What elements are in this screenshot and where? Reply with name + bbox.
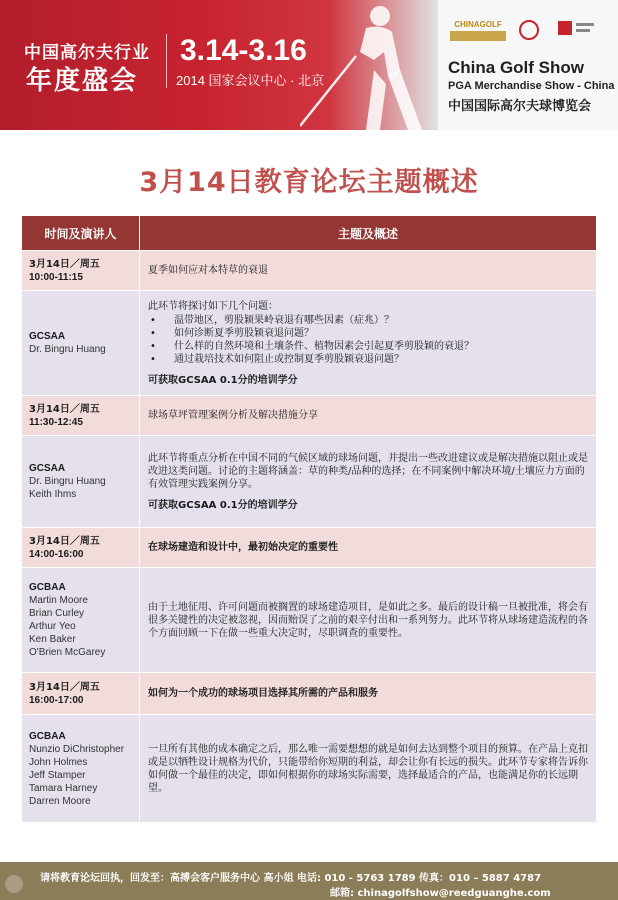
bullet-dot-icon: • <box>150 327 156 339</box>
bullet-dot-icon: • <box>150 340 156 352</box>
list-item: • 如何诊断夏季剪股颖衰退问题？ <box>150 327 314 339</box>
show-title: China Golf Show <box>448 58 584 77</box>
speaker-name: Keith Ihms <box>29 489 77 500</box>
session-description: 一旦所有其他的成本确定之后，那么唯一需要想想的就是如何去达到整个项目的预算。在产品上克扣或是以牺牲设计规格为代价，只能带给你短期的利益，却会让你有长远的损失。此环节专家将告诉你如何做一个最佳的决定，即如何根据你的球场实际需要，选择最适合的产品，也能满足你的长远期望。 <box>140 715 597 823</box>
session-title-row <box>22 251 597 291</box>
speaker-name: Ken Baker <box>29 634 76 645</box>
session-hours: 14:00-16:00 <box>29 548 84 560</box>
event-venue: 2014 国家会议中心 · 北京 <box>176 73 325 88</box>
show-chinese-name: 中国国际高尔夫球博览会 <box>448 99 592 114</box>
session-description <box>140 291 597 396</box>
session-title-row <box>22 396 597 436</box>
sponsor-logos <box>446 10 614 58</box>
table-header-row <box>22 216 597 251</box>
header-banner <box>0 0 618 130</box>
session-speakers <box>22 568 140 673</box>
session-time <box>22 673 140 715</box>
speaker-name: Dr. Bingru Huang <box>29 476 106 487</box>
speaker-name: Tamara Harney <box>29 782 98 794</box>
list-item: • 通过栽培技术如何阻止或控制夏季剪股颖衰退问题？ <box>150 353 404 365</box>
speaker-name: Dr. Bingru Huang <box>29 344 106 355</box>
session-time <box>22 528 140 568</box>
chinagolf-logo <box>446 10 510 50</box>
speaker-organization: GCBAA <box>29 582 66 593</box>
event-name-line2: 年度盛会 <box>26 66 139 96</box>
session-title-row <box>22 673 597 715</box>
description-intro: 此环节将探讨如下几个问题： <box>148 300 278 312</box>
speaker-name: Martin Moore <box>29 595 88 606</box>
speaker-name: Darren Moore <box>29 795 91 807</box>
speaker-name: Nunzio DiChristopher <box>29 743 125 755</box>
speaker-organization: GCBAA <box>29 730 66 742</box>
session-description <box>140 436 597 528</box>
speaker-name: O'Brien McGarey <box>29 647 106 658</box>
training-credit: 可获取GCSAA 0.1分的培训学分 <box>148 374 298 386</box>
session-speakers <box>22 715 140 823</box>
seal-logo-icon <box>516 10 542 50</box>
golfer-silhouette-icon <box>300 0 438 130</box>
organizer-logo-icon <box>548 10 604 50</box>
description-text: 此环节将重点分析在中国不同的气候区域的球场问题，并提出一些改进建议或是解决措施以阻止或是改进这类问题。讨论的主题将涵盖：草的种类/品种的选择；在不同案例中解决环境/土壤应力方面的有效管理实践案例分享。 <box>148 452 588 490</box>
training-credit: 可获取GCSAA 0.1分的培训学分 <box>148 499 298 511</box>
speaker-name: John Holmes <box>29 756 88 768</box>
banner-brand-panel <box>438 0 618 130</box>
session-title: 夏季如何应对本特草的衰退 <box>140 251 597 291</box>
session-detail-row <box>22 291 597 396</box>
session-description: 由于土地征用、许可问题而被搁置的球场建造项目，是如此之多。最后的设计稿一旦被批准，将会有很多关键性的决定被忽视，因而贻误了之前的艰辛付出和一系列努力。此环节将从球场建造流程的各个方面回顾一下在做一些重大决定时，尽职调查的重要性。 <box>140 568 597 673</box>
session-day: 3月14日／周五 <box>29 681 100 693</box>
question-list <box>148 314 588 366</box>
session-time <box>22 251 140 291</box>
column-header-time: 时间及演讲人 <box>22 216 140 251</box>
session-title: 球场草坪管理案例分析及解决措施分享 <box>140 396 597 436</box>
session-title-row <box>22 528 597 568</box>
golf-ball-decoration-icon <box>0 862 36 900</box>
speaker-name: Jeff Stamper <box>29 769 86 781</box>
session-hours: 16:00-17:00 <box>29 694 84 706</box>
bullet-dot-icon: • <box>150 353 156 365</box>
list-item: • 温带地区，剪股颖果岭衰退有哪些因素（症兆）？ <box>150 314 394 326</box>
show-subtitle: PGA Merchandise Show - China <box>448 80 615 92</box>
session-time <box>22 396 140 436</box>
session-speakers <box>22 291 140 396</box>
session-day: 3月14日／周五 <box>29 535 100 547</box>
footer-contact-line: 请将教育论坛回执，回发至：高搏会客户服务中心 高小姐 电话: 010 - 5763 1789 传真：010 – 5887 4787 <box>40 873 542 884</box>
bullet-dot-icon: • <box>150 314 156 326</box>
session-title: 在球场建造和设计中，最初始决定的重要性 <box>140 528 597 568</box>
page-title: 3月14日教育论坛主题概述 <box>139 167 479 198</box>
list-item: • 什么样的自然环境和土壤条件、植物因素会引起夏季剪股颖的衰退？ <box>150 340 474 352</box>
chinagolf-logo-text: CHINAGOLF <box>454 19 502 29</box>
schedule-table <box>21 215 597 823</box>
session-title: 如何为一个成功的球场项目选择其所需的产品和服务 <box>140 673 597 715</box>
session-day: 3月14日／周五 <box>29 258 100 270</box>
session-detail-row <box>22 715 597 823</box>
speaker-name: Arthur Yeo <box>29 621 76 632</box>
speaker-organization: GCSAA <box>29 331 66 342</box>
session-detail-row <box>22 436 597 528</box>
organizer-mark-icon <box>556 17 596 43</box>
event-dates: 3.14-3.16 <box>180 34 307 67</box>
column-header-topic: 主题及概述 <box>140 216 597 251</box>
session-detail-row <box>22 568 597 673</box>
footer-email-line: 邮箱: chinagolfshow@reedguanghe.com <box>330 888 551 899</box>
footer-contact-bar <box>0 862 618 900</box>
speaker-organization: GCSAA <box>29 463 66 474</box>
session-hours: 10:00-11:15 <box>29 271 83 283</box>
speaker-name: Brian Curley <box>29 608 85 619</box>
banner-divider <box>166 34 167 88</box>
session-day: 3月14日／周五 <box>29 403 100 415</box>
banner-event-panel <box>0 0 438 130</box>
session-speakers <box>22 436 140 528</box>
session-hours: 11:30-12:45 <box>29 416 83 428</box>
event-name-line1: 中国高尔夫行业 <box>24 43 150 63</box>
